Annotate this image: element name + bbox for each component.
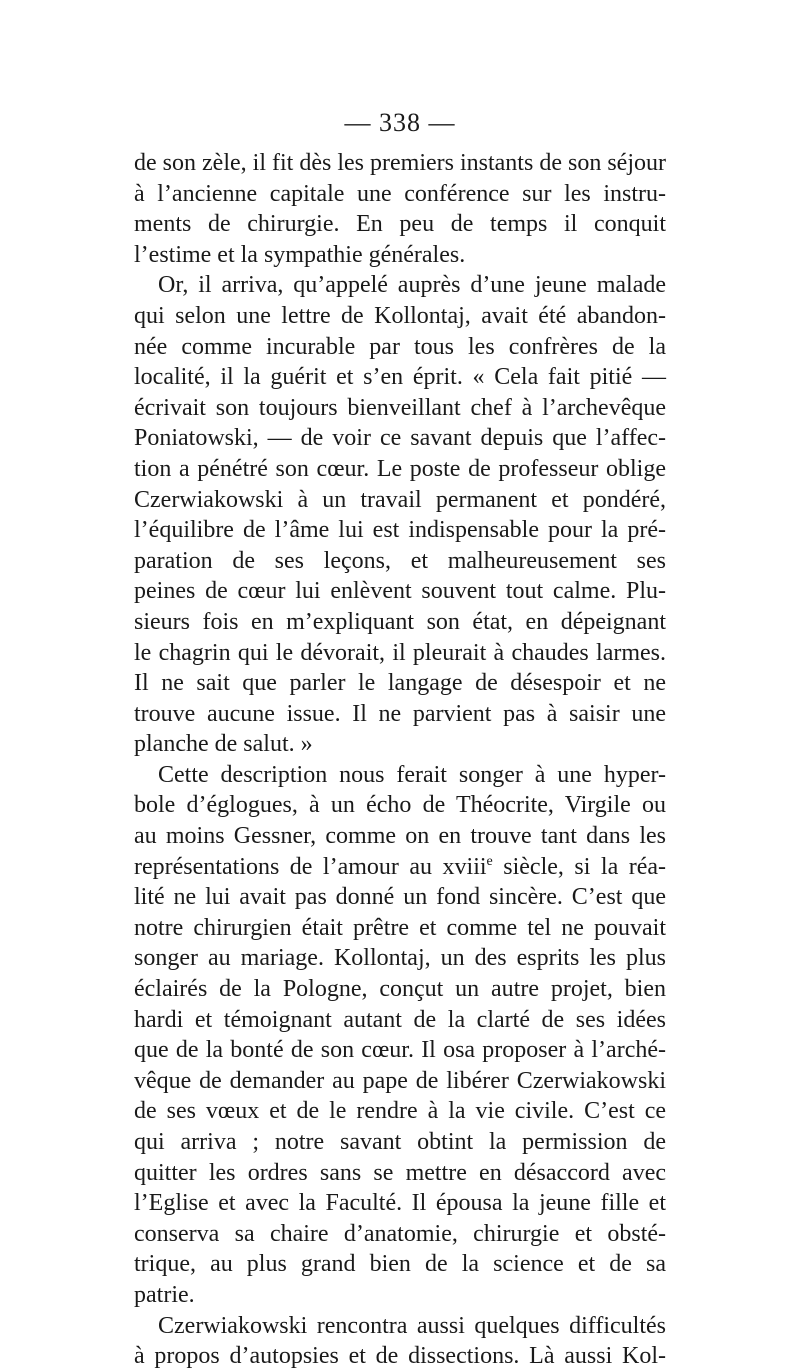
text-line: conserva sa chaire d’anatomie, chirurgie et obsté- — [134, 1220, 666, 1247]
text-line — [134, 852, 666, 883]
text-line: Czerwiakowski à un travail permanent et pondéré, — [134, 486, 666, 513]
text-line: tion a pénétré son cœur. Le poste de professeur oblige — [134, 455, 666, 482]
text-line: que de la bonté de son cœur. Il osa proposer à l’arché- — [134, 1037, 666, 1064]
text-line: écrivait son toujours bienveillant chef à l’archevêque — [134, 394, 666, 421]
text-line: née comme incurable par tous les confrères de la — [134, 333, 666, 360]
text-line: sieurs fois en m’expliquant son état, en dépeignant — [134, 608, 666, 635]
text-line: éclairés de la Pologne, conçut un autre projet, bien — [134, 976, 666, 1003]
text-line: de ses vœux et de le rendre à la vie civile. C’est ce — [134, 1098, 666, 1125]
text-line: à l’ancienne capitale une conférence sur les instru- — [134, 180, 666, 207]
text-line: lité ne lui avait pas donné un fond sincère. C’est que — [134, 884, 666, 911]
page-number: — 338 — — [344, 108, 456, 137]
text-line: vêque de demander au pape de libérer Czerwiakowski — [134, 1067, 666, 1094]
text-line: trique, au plus grand bien de la science et de sa — [134, 1251, 666, 1278]
text-line: qui arriva ; notre savant obtint la permission de — [134, 1129, 666, 1155]
text-line: Cette description nous ferait songer à une hyper- — [158, 761, 666, 788]
text-line: l’Eglise et avec la Faculté. Il épousa la jeune fille et — [134, 1190, 666, 1217]
text-fragment: siècle, si la réa- — [492, 853, 666, 880]
text-line: au moins Gessner, comme on en trouve tant dans les — [134, 823, 666, 850]
text-line: Or, il arriva, qu’appelé auprès d’une jeune malade — [158, 272, 666, 299]
text-line: planche de salut. » — [134, 731, 313, 758]
text-line: hardi et témoignant autant de la clarté de ses idées — [134, 1006, 666, 1033]
text-line: Czerwiakowski rencontra aussi quelques difficultés — [158, 1312, 666, 1339]
text-line: Poniatowski, — de voir ce savant depuis que l’affec- — [134, 425, 666, 452]
body-text — [134, 148, 666, 1372]
text-line: paration de ses leçons, et malheureusement ses — [134, 547, 666, 574]
text-line: peines de cœur lui enlèvent souvent tout calme. Plu- — [134, 578, 666, 605]
text-line: ments de chirurgie. En peu de temps il conquit — [134, 211, 666, 238]
text-line: patrie. — [134, 1281, 195, 1308]
text-line: bole d’églogues, à un écho de Théocrite, Virgile ou — [134, 792, 666, 819]
text-line: notre chirurgien était prêtre et comme tel ne pouvait — [134, 914, 666, 941]
text-line: quitter les ordres sans se mettre en désaccord avec — [134, 1159, 666, 1186]
text-fragment: représentations de l’amour au xviii — [134, 853, 487, 880]
text-line: à propos d’autopsies et de dissections. Là aussi Kol- — [134, 1343, 666, 1370]
text-line: songer au mariage. Kollontaj, un des esprits les plus — [134, 945, 666, 972]
text-line: l’équilibre de l’âme lui est indispensable pour la pré- — [134, 517, 666, 544]
text-line: qui selon une lettre de Kollontaj, avait été abandon- — [134, 302, 666, 329]
text-line: de son zèle, il fit dès les premiers instants de son séjour — [134, 150, 666, 176]
superscript: e — [486, 853, 493, 869]
text-line: l’estime et la sympathie générales. — [134, 241, 466, 268]
text-line: Il ne sait que parler le langage de désespoir et ne — [134, 670, 666, 697]
text-line: localité, il la guérit et s’en éprit. « Cela fait pitié — — [134, 364, 666, 391]
text-line: le chagrin qui le dévorait, il pleurait à chaudes larmes. — [134, 639, 666, 666]
text-line: trouve aucune issue. Il ne parvient pas à saisir une — [134, 700, 666, 727]
